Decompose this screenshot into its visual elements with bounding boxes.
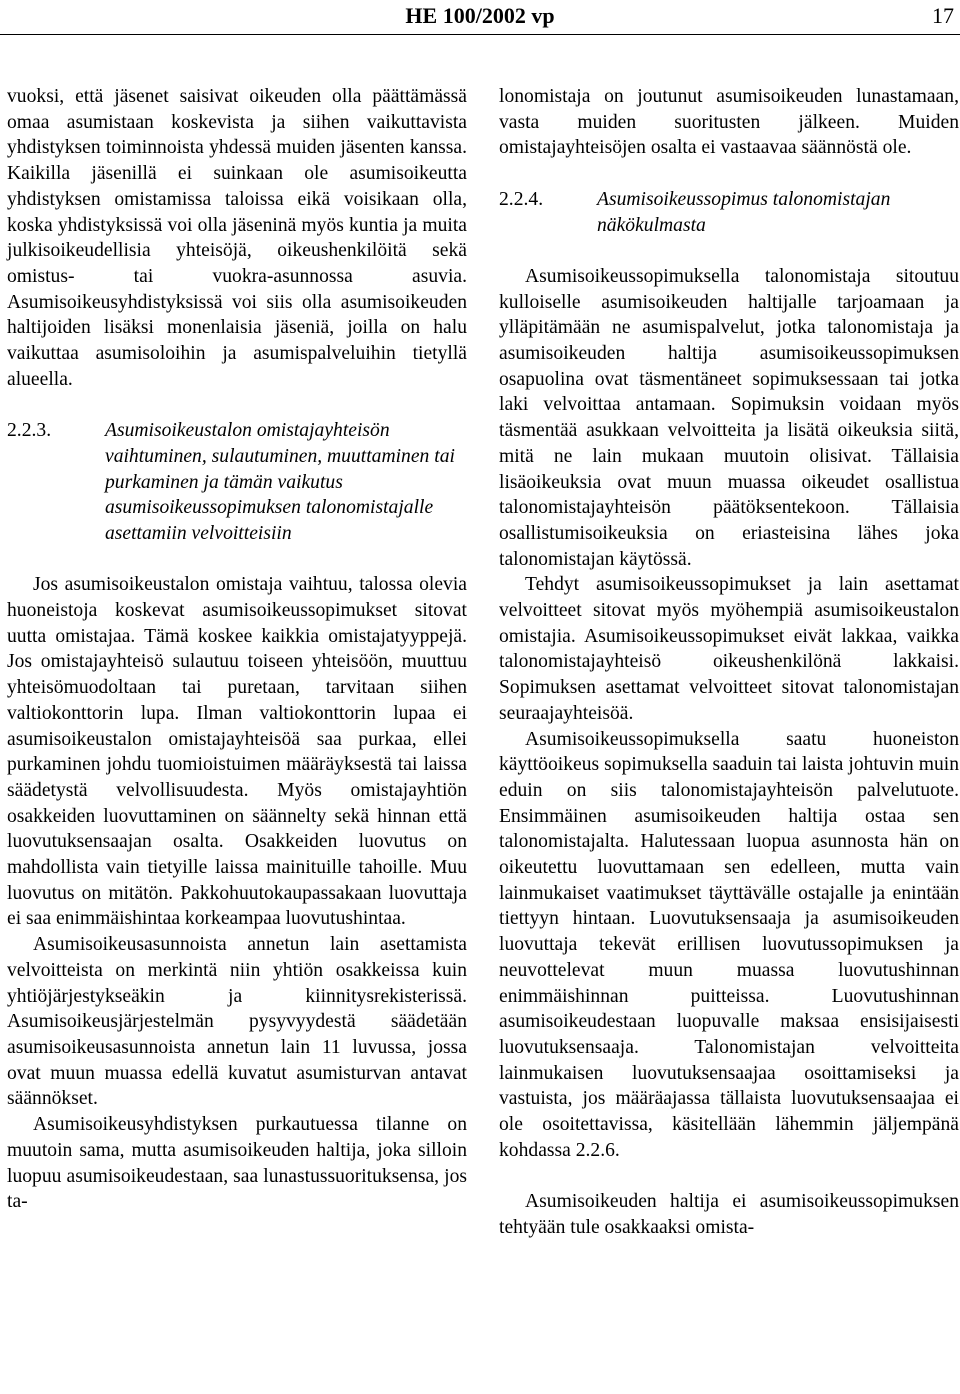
paragraph: Asumisoikeuden haltija ei asumisoikeussopimuksen tehtyään tule osakkaaksi omista- [499,1191,959,1238]
section-number: 2.2.3. [7,420,52,442]
paragraph: Tehdyt asumisoikeussopimukset ja lain asettamat velvoitteet sitovat myös myöhempiä asumisoikeustalon omistajia. Asumisoikeussopimukset eivät lakkaa, vaikka talonomistajayhteisö oikeushenkilönä lakkaisi. Sopimuksen asettamat velvoitteet sitovat talonomistajan seuraajayhteisöä. [499,574,959,724]
section-title: Asumisoikeustalon omistajayhteisön vaihtuminen, sulautuminen, muuttaminen tai purkaminen ja tämän vaikutus asumisoikeussopimuksen talonomistajalle asettamiin velvoitteisiin [105,420,455,544]
paragraph: Asumisoikeussopimuksella saatu huoneiston käyttöoikeus sopimuksella saaduin tai laista johtuvin muin eduin on siis talonomistajayhteisön palvelutuote. Ensimmäinen asumisoikeuden haltija ostaa sen talonomistajalta. Halutessaan luopua asunnosta hän on oikeutettu luovuttamaan sen edelleen, mutta vain lainmukaiset vaatimukset täyttävälle ostajalle ja enintään tiettyyn hintaan. Luovutuksensaaja ja asumisoikeuden luovuttaja tekevät erillisen luovutussopimuksen ja neuvottelevat muun muassa luovutushinnan enimmäishinnan puitteissa. Luovutushinnan asumisoikeudestaan luopuvalle maksaa ensisijaisesti luovutuksensaaja. Talonomistajan velvoitteita lainmukaisen luovutuksensaajaa osoittamiseksi ja vastuista, jos määräajassa tällaista luovutuksensaajaa ei ole osoitettavissa, käsitellään lähemmin jäljempänä kohdassa 2.2.6. [499,728,959,1161]
spacer [7,547,467,573]
spacer [499,161,959,187]
spacer [499,1164,959,1190]
right-column [499,84,959,1241]
paragraph: lonomistaja on joutunut asumisoikeuden lunastamaan, vasta muiden suoritusten jälkeen. Muiden omistajayhteisöjen osalta ei vastaavaa säännöstä ole. [499,86,959,159]
document-id: HE 100/2002 vp [405,3,555,28]
paragraph: Jos asumisoikeustalon omistaja vaihtuu, talossa olevia huoneistoja koskevat asumisoikeussopimukset sitovat uutta omistajaa. Tämä koskee kaikkia omistajatyyppejä. Jos omistajayhteisö sulautuu toiseen yhteisöön, muuttuu yhteisömuodoltaan tai puretaan, tarvitaan siihen valtiokonttorin lupa. Ilman valtiokonttorin lupaa ei asumisoikeustalon omistajayhteisöä saa purkaa, ellei purkaminen johdu tuomioistuimen määräyksestä tai laissa säädetystä velvollisuudesta. Myös omistajayhtiön osakkeiden luovuttaminen on säännelty sekä hinnan että luovutuksensaajan osalta. Osakkeiden luovutus on mahdollista vain tietyille laissa mainituille tahoille. Muu luovutus on mitätön. Pakkohuutokaupassakaan luovuttaja ei saa enimmäishintaa korkeampaa luovutushintaa. [7,574,467,930]
section-heading [7,418,467,547]
section-number: 2.2.4. [499,188,544,210]
left-column [7,84,467,1215]
page-number: 17 [932,3,954,28]
spacer [499,238,959,264]
paragraph: vuoksi, että jäsenet saisivat oikeuden olla päättämässä omaa asumistaan koskevista ja siihen vaikuttavista yhdistyksen toiminnoista yhdessä muiden jäsenten kanssa. Kaikilla jäsenillä ei suinkaan ole asumisoikeutta yhdistyksen omistamissa taloissa eikä voisikaan olla, koska yhdistyksissä voi olla jäseninä myös kuntia ja muita julkisoikeudellisia yhteisöjä, oikeushenkilöitä sekä omistus- tai vuokra-asunnossa asuvia. Asumisoikeusyhdistyksissä voi siis olla asumisoikeuden haltijoiden lisäksi monenlaisia jäseniä, joilla on halu vaikuttaa asumisoloihin ja asumispalveluihin tietyllä alueella. [7,86,467,390]
paragraph: Asumisoikeusyhdistyksen purkautuessa tilanne on muutoin sama, mutta asumisoikeuden haltija, joka silloin luopuu asumisoikeudestaan, saa lunastussuorituksensa, jos ta- [7,1114,467,1213]
section-title: Asumisoikeussopimus talonomistajan näkökulmasta [597,188,891,236]
paragraph: Asumisoikeusasunnoista annetun lain asettamista velvoitteista on merkintä niin yhtiön osakkeissa kuin yhtiöjärjestykseäkin ja kiinnitysrekisterissä. Asumisoikeusjärjestelmän pysyvyydestä säädetään asumisoikeusasunnoista annetun lain 11 luvussa, jossa ovat muun muassa edellä kuvatut asumisturvan antavat säännökset. [7,934,467,1110]
paragraph: Asumisoikeussopimuksella talonomistaja sitoutuu kulloiselle asumisoikeuden haltijalle tarjoamaan ja ylläpitämään ne asumispalvelut, jotka talonomistaja ja asumisoikeuden haltija asumisoikeussopimuksen osapuolina ovat täsmentäneet sopimuksessaan tai jotka laki velvoittaa antamaan. Sopimuksin voidaan myös täsmentää asukkaan velvoitteita ja lisätä oikeuksia siitä, mitä ne lain mukaan muutoin olisivat. Tällaisia lisäoikeuksia ovat muun muassa oikeudet osallistua talonomistajayhteisön päätöksentekoon. Tällaisia osallistumisoikeuksia on eriasteisina lähes joka talonomistajan käytössä. [499,265,959,570]
section-heading [499,187,959,238]
header-rule [0,34,960,35]
page-header [0,0,960,34]
spacer [7,392,467,418]
